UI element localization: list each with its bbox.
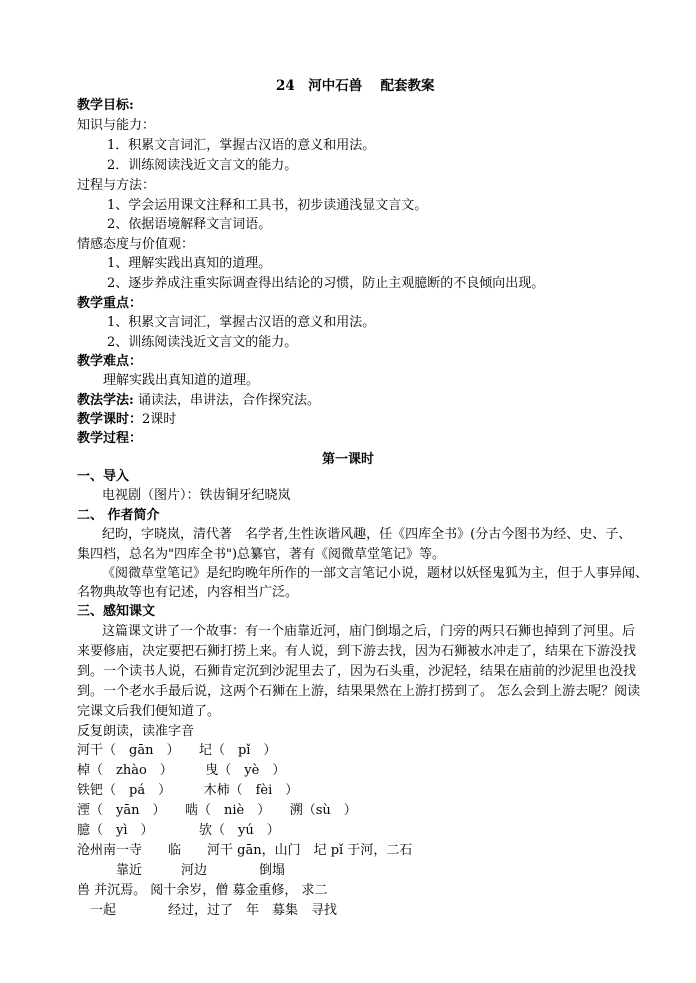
process-heading: 过程与方法： [77, 178, 156, 193]
book-line-2: 名物典故等也有记述，内容相当广泛。 [77, 585, 299, 600]
process-item-1: 1、学会运用课文注释和工具书，初步读通浅显文言文。 [107, 198, 428, 213]
difficulty-text: 理解实践出真知道的道理。 [103, 373, 260, 388]
original-annotation-2: 一起 经过，过了 年 募集 寻找 [77, 903, 338, 918]
pronunciation-line-1: 河干（ gān ） 圮（ pǐ ） [77, 743, 277, 758]
intro-text: 电视剧（图片）：铁齿铜牙纪晓岚 [102, 488, 291, 503]
knowledge-item-2: 2．训练阅读浅近文言文的能力。 [107, 158, 298, 173]
hours-label: 教学课时： [77, 412, 143, 427]
original-line-2: 兽 并沉焉。 阅十余岁，僧 募金重修， 求二 [77, 883, 328, 898]
story-line-3: 到。一个读书人说，石狮肯定沉到沙泥里去了，因为石头重，沙泥轻，结果在庙前的沙泥里也没找 [77, 664, 637, 679]
author-heading: 二、 作者简介 [77, 508, 160, 523]
difficulty-heading: 教学难点： [77, 354, 143, 369]
methods-line [77, 393, 320, 409]
methods-label: 教法学法: [77, 393, 134, 408]
methods-text: 诵读法，串讲法，合作探究法。 [133, 393, 320, 408]
pronunciation-line-5: 臆（ yì ） 欤（ yú ） [77, 823, 280, 838]
pronunciation-line-2: 棹（ zhào ） 曳（ yè ） [77, 763, 286, 778]
emotion-item-2: 2、逐步养成注重实际调查得出结论的习惯，防止主观臆断的不良倾向出现。 [107, 276, 545, 291]
emotion-item-1: 1、理解实践出真知的道理。 [107, 256, 272, 271]
story-line-2: 来要修庙，决定要把石狮打捞上来。有人说，到下游去找，因为石狮被水冲走了，结果在下游没找 [77, 644, 637, 659]
story-line-5: 完课文后我们便知道了。 [77, 704, 221, 719]
intro-heading: 一、导入 [77, 469, 130, 484]
emotion-heading: 情感态度与价值观： [77, 237, 195, 252]
story-line-1: 这篇课文讲了一个故事：有一个庙靠近河，庙门倒塌之后，门旁的两只石狮也掉到了河里。后 [102, 624, 636, 639]
key-point-item-2: 2、训练阅读浅近文言文的能力。 [107, 335, 298, 350]
read-instruction: 反复朗读，读准字音 [77, 724, 195, 739]
story-line-4: 到。一个老水手最后说，这两个石狮在上游，结果果然在上游打捞到了。 怎么会到上游去呢？阅读 [77, 684, 641, 699]
author-line-2: 集四档，总名为"四库全书")总纂官，著有《阅微草堂笔记》等。 [77, 547, 446, 562]
process-main-heading: 教学过程： [77, 431, 143, 446]
book-line-1: 《阅微草堂笔记》是纪昀晚年所作的一部文言笔记小说，题材以妖怪鬼狐为主，但于人事异闻、 [102, 566, 649, 581]
objectives-heading: 教学目标: [77, 98, 134, 113]
hours-line [77, 412, 176, 428]
key-point-item-1: 1、积累文言词汇，掌握古汉语的意义和用法。 [107, 315, 376, 330]
perceive-heading: 三、感知课文 [77, 604, 156, 619]
knowledge-item-1: 1．积累文言词汇，掌握古汉语的意义和用法。 [107, 138, 376, 153]
pronunciation-line-4: 湮（ yān ） 啮（ niè ） 溯（sù ） [77, 803, 357, 818]
process-item-2: 2、依据语境解释文言词语。 [107, 217, 272, 232]
pronunciation-line-3: 铁钯（ pá ） 木柿（ fèi ） [77, 783, 299, 798]
original-annotation-1: 靠近 河边 倒塌 [77, 863, 286, 878]
author-line-1: 纪昀，字晓岚，清代著 名学者,生性诙谐风趣，任《四库全书》(分古今图书为经、史、子、 [102, 527, 632, 542]
hours-text: 2课时 [142, 412, 177, 427]
document-title: 24 河中石兽 配套教案 [276, 78, 435, 94]
lesson-heading: 第一课时 [322, 452, 375, 467]
original-line-1: 沧州南一寺 临 河干 gān，山门 圮 pǐ 于河，二石 [77, 843, 413, 858]
knowledge-heading: 知识与能力： [77, 118, 156, 133]
key-points-heading: 教学重点： [77, 296, 143, 311]
